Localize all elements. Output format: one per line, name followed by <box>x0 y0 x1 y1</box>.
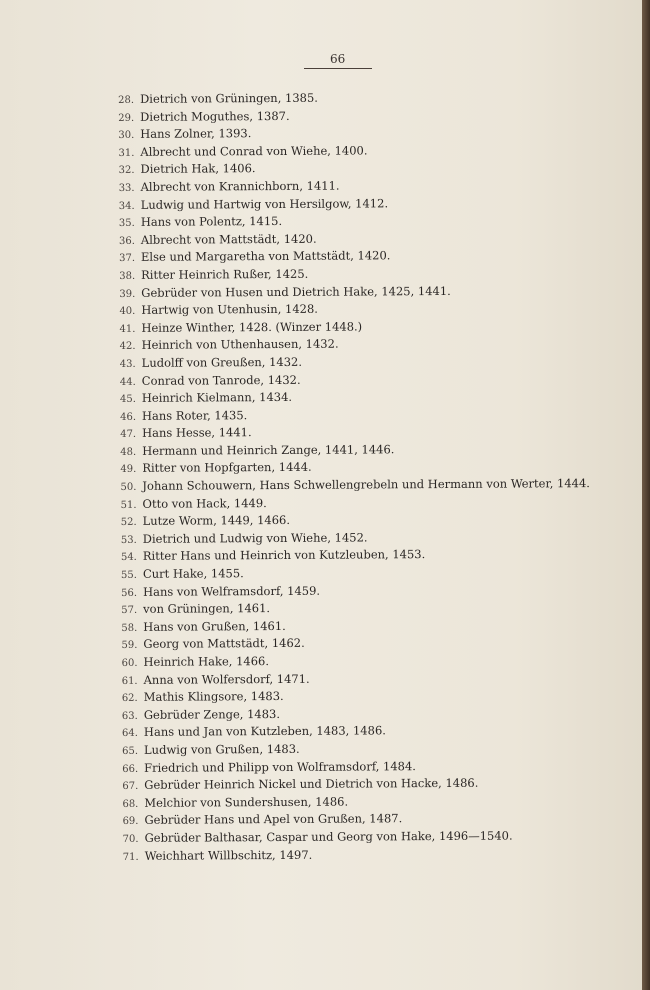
entry-text: Heinze Winther, 1428. (Winzer 1448.) <box>141 319 363 335</box>
entry-text: Melchior von Sundershusen, 1486. <box>144 794 349 810</box>
entry-text: Hans Zolner, 1393. <box>140 126 252 142</box>
entry-number: 67. <box>122 781 139 793</box>
entry-number: 38. <box>119 270 136 282</box>
entry-number: 33. <box>118 182 135 194</box>
entry-number: 68. <box>122 798 139 810</box>
entry-number: 58. <box>121 622 138 634</box>
entry-text: Heinrich von Uthenhausen, 1432. <box>141 336 339 353</box>
entry-text: Hans und Jan von Kutzleben, 1483, 1486. <box>143 723 386 740</box>
entry-text: Friedrich und Philipp von Wolframsdorf, 1484. <box>144 758 416 775</box>
entry-number: 63. <box>121 710 138 722</box>
entry-number: 43. <box>119 358 136 370</box>
entry-number: 65. <box>122 745 139 757</box>
entry-number: 37. <box>119 253 136 265</box>
entry-number: 60. <box>121 657 138 669</box>
entry-text: Otto von Hack, 1449. <box>142 495 267 511</box>
entry-text: Johann Schouwern, Hans Schwellengrebeln und Hermann von Werter, 1444. <box>142 476 590 493</box>
entry-text: von Grüningen, 1461. <box>143 601 271 617</box>
entry-text: Hans Roter, 1435. <box>141 407 248 423</box>
entry-text: Ludwig von Grußen, 1483. <box>143 741 300 757</box>
entry-text: Anna von Wolfersdorf, 1471. <box>143 671 310 687</box>
entry-number: 29. <box>118 112 135 124</box>
entry-number: 30. <box>118 130 135 142</box>
entry-number: 48. <box>120 446 137 458</box>
entry-number: 42. <box>119 341 136 353</box>
entry-text: Hans von Polentz, 1415. <box>140 214 283 229</box>
entry-text: Ludwig und Hartwig von Hersilgow, 1412. <box>140 195 389 212</box>
entry-text: Hans Hesse, 1441. <box>142 425 252 441</box>
entry-number: 57. <box>121 605 138 617</box>
entry-number: 31. <box>118 147 135 159</box>
entry-text: Dietrich von Grüningen, 1385. <box>139 90 318 106</box>
entry-number: 56. <box>121 587 138 599</box>
entry-number: 47. <box>120 429 137 441</box>
entry-text: Gebrüder Balthasar, Caspar und Georg von Hake, 1496—1540. <box>144 828 513 845</box>
entry-number: 51. <box>120 499 137 511</box>
entry-number: 53. <box>120 534 137 546</box>
entry-text: Dietrich und Ludwig von Wiehe, 1452. <box>142 530 368 546</box>
entry-number: 34. <box>118 200 135 212</box>
entry-number: 32. <box>118 165 135 177</box>
entry-text: Gebrüder Heinrich Nickel und Dietrich von Hacke, 1486. <box>144 775 479 792</box>
entry-number: 50. <box>120 481 137 494</box>
entry-number: 46. <box>120 411 137 423</box>
entry-text: Hans von Grußen, 1461. <box>143 618 286 634</box>
entry-text: Heinrich Hake, 1466. <box>143 654 270 669</box>
entry-number: 69. <box>122 816 139 828</box>
entry-number: 28. <box>118 94 135 106</box>
entry-text: Else und Margaretha von Mattstädt, 1420. <box>140 248 391 265</box>
entry-text: Albrecht von Mattstädt, 1420. <box>140 231 317 247</box>
entry-text: Mathis Klingsore, 1483. <box>143 689 284 705</box>
entry-number: 59. <box>121 640 138 652</box>
entry-text: Gebrüder Zenge, 1483. <box>143 706 281 722</box>
book-page-edge <box>642 0 650 990</box>
entry-number: 62. <box>121 693 138 705</box>
entry-number: 64. <box>121 728 138 740</box>
entry-text: Georg von Mattstädt, 1462. <box>143 636 305 652</box>
entry-number: 39. <box>119 288 136 300</box>
list-entry <box>117 845 627 866</box>
entry-number: 40. <box>119 305 136 318</box>
entry-number: 45. <box>119 393 136 406</box>
entry-text: Hartwig von Utenhusin, 1428. <box>141 301 318 317</box>
entry-number: 71. <box>122 851 139 863</box>
entry-number: 35. <box>118 218 135 230</box>
entry-text: Gebrüder Hans und Apel von Grußen, 1487. <box>144 811 403 828</box>
entry-text: Weichhart Willbschitz, 1497. <box>144 847 313 863</box>
entry-text: Ritter von Hopfgarten, 1444. <box>142 460 312 476</box>
entry-text: Hermann und Heinrich Zange, 1441, 1446. <box>142 442 395 458</box>
entry-text: Conrad von Tanrode, 1432. <box>141 372 301 388</box>
entry-text: Dietrich Moguthes, 1387. <box>140 108 290 124</box>
entry-text: Ludolff von Greußen, 1432. <box>141 354 303 370</box>
entry-number: 66. <box>122 763 139 775</box>
entry-number: 41. <box>119 323 136 335</box>
entry-text: Dietrich Hak, 1406. <box>140 161 256 177</box>
entry-text: Ritter Heinrich Rußer, 1425. <box>141 266 309 282</box>
entry-text: Albrecht von Krannichborn, 1411. <box>140 178 340 194</box>
page-number-rule <box>304 68 372 69</box>
page-number: 66 <box>330 52 346 66</box>
entry-number: 55. <box>121 569 137 581</box>
entry-number: 61. <box>121 675 138 687</box>
entry-text: Albrecht und Conrad von Wiehe, 1400. <box>140 143 368 159</box>
entry-text: Hans von Welframsdorf, 1459. <box>143 583 321 599</box>
entry-text: Ritter Hans und Heinrich von Kutzleuben, 1453. <box>142 547 426 564</box>
entry-number: 54. <box>120 552 137 564</box>
entry-list <box>112 89 627 866</box>
entry-text: Curt Hake, 1455. <box>142 566 244 581</box>
entry-number: 49. <box>120 464 137 476</box>
entry-number: 52. <box>120 517 137 529</box>
entry-number: 36. <box>118 235 135 247</box>
entry-text: Heinrich Kielmann, 1434. <box>141 389 293 405</box>
entry-text: Lutze Worm, 1449, 1466. <box>142 513 291 529</box>
entry-number: 70. <box>122 833 139 845</box>
entry-text: Gebrüder von Husen und Dietrich Hake, 1425, 1441. <box>141 283 451 300</box>
entry-number: 44. <box>119 376 136 388</box>
